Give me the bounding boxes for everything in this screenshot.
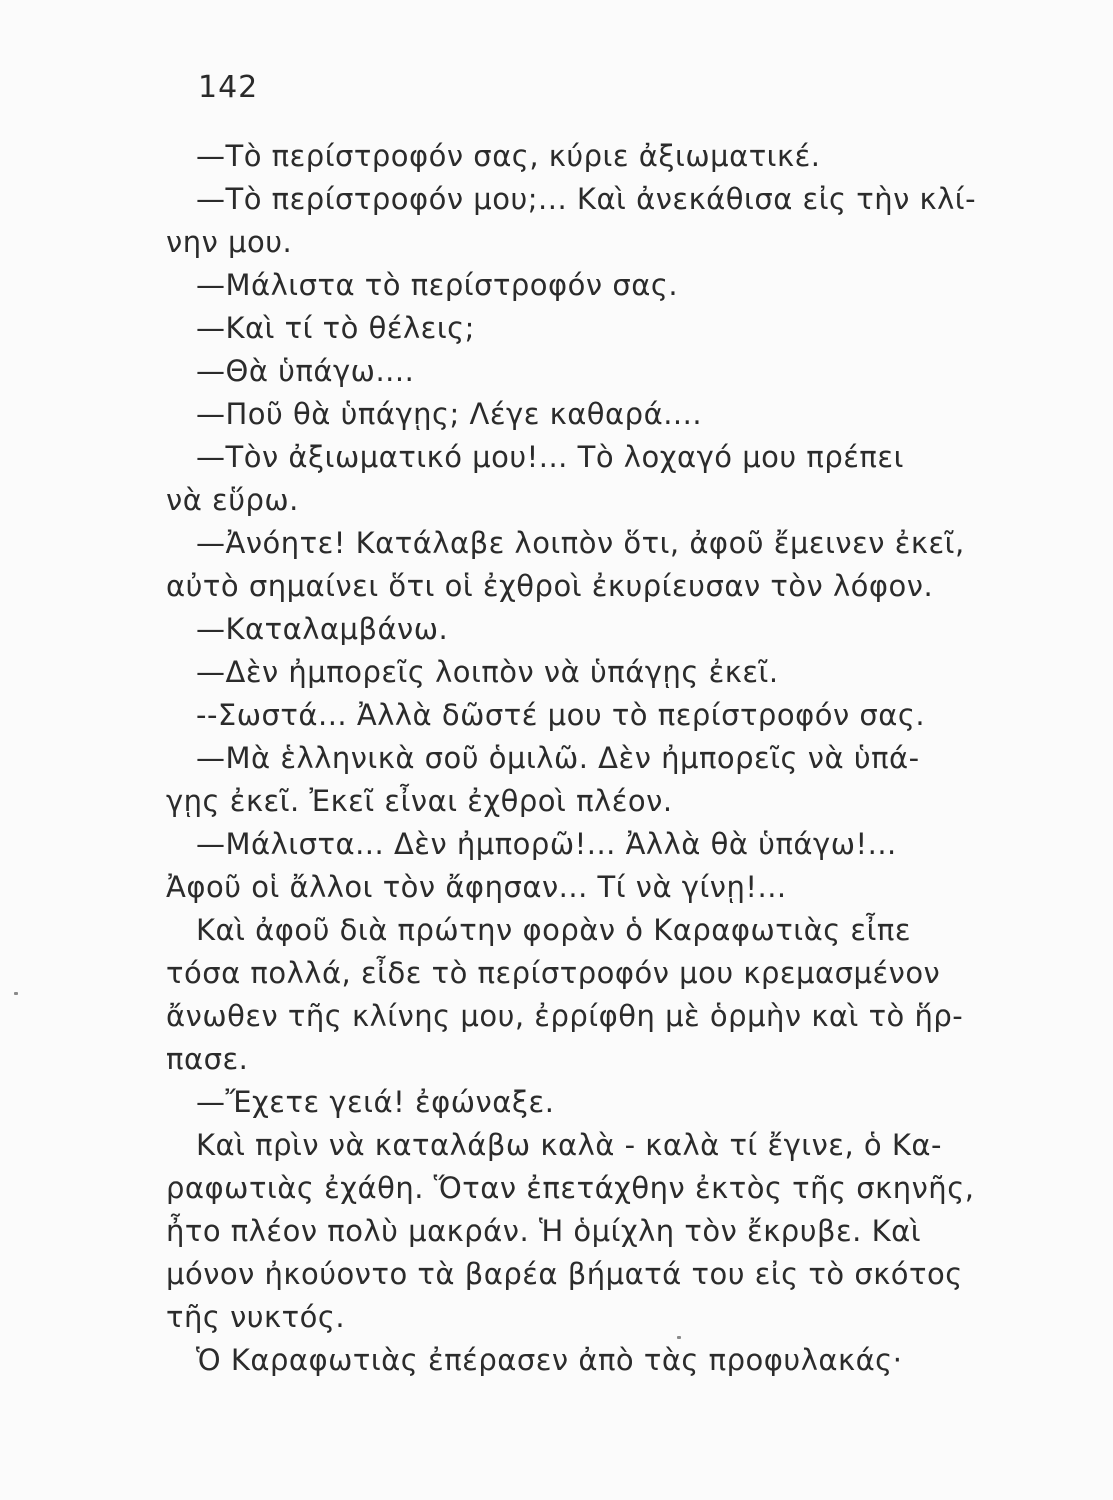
text-line: —Ἔχετε γειά! ἐφώναξε. (196, 1085, 555, 1119)
text-line: —Τὸν ἀξιωματικό μου!... Τὸ λοχαγό μου πρέπει (196, 440, 904, 474)
text-line: —Δὲν ἠμπορεῖς λοιπὸν νὰ ὑπάγῃς ἐκεῖ. (196, 655, 779, 689)
text-line: Καὶ ἀφοῦ διὰ πρώτην φορὰν ὁ Καραφωτιὰς εἶπε (196, 913, 912, 947)
text-line: —Καταλαμβάνω. (196, 612, 449, 646)
text-line: —Ποῦ θὰ ὑπάγῃς; Λέγε καθαρά.... (196, 397, 703, 431)
scan-speck (677, 1336, 681, 1339)
text-line: --Σωστά... Ἀλλὰ δῶστέ μου τὸ περίστροφόν σας. (196, 698, 926, 732)
text-line: νην μου. (166, 225, 293, 259)
text-line: ἄνωθεν τῆς κλίνης μου, ἐρρίφθη μὲ ὁρμὴν καὶ τὸ ἥρ- (166, 999, 964, 1033)
text-line: —Μάλιστα... Δὲν ἠμπορῶ!... Ἀλλὰ θὰ ὑπάγω!... (196, 827, 897, 861)
text-line: —Μὰ ἑλληνικὰ σοῦ ὁμιλῶ. Δὲν ἠμπορεῖς νὰ ὑπά- (196, 741, 920, 775)
text-line: ραφωτιὰς ἐχάθη. Ὅταν ἐπετάχθην ἐκτὸς τῆς σκηνῆς, (166, 1171, 975, 1205)
text-line: —Θὰ ὑπάγω.... (196, 354, 415, 388)
text-line: νὰ εὕρω. (166, 483, 299, 517)
text-line: —Καὶ τί τὸ θέλεις; (196, 311, 475, 345)
text-line: μόνον ἠκούοντο τὰ βαρέα βήματά του εἰς τὸ σκότος (166, 1257, 963, 1291)
text-line: πασε. (166, 1042, 249, 1076)
text-line: —Μάλιστα τὸ περίστροφόν σας. (196, 268, 679, 302)
page-number: 142 (198, 70, 259, 105)
text-line: τόσα πολλά, εἶδε τὸ περίστροφόν μου κρεμασμένον (166, 956, 941, 990)
body-text (166, 135, 1066, 1382)
text-line: γῃς ἐκεῖ. Ἐκεῖ εἶναι ἐχθροὶ πλέον. (166, 784, 673, 818)
text-line: Ὁ Καραφωτιὰς ἐπέρασεν ἀπὸ τὰς προφυλακάς· (196, 1343, 903, 1377)
text-line: Καὶ πρὶν νὰ καταλάβω καλὰ - καλὰ τί ἔγινε, ὁ Κα- (196, 1128, 942, 1162)
text-line: —Τὸ περίστροφόν μου;... Καὶ ἀνεκάθισα εἰς τὴν κλί- (196, 182, 977, 216)
scan-speck (14, 992, 18, 995)
text-line: —Ἀνόητε! Κατάλαβε λοιπὸν ὅτι, ἀφοῦ ἔμεινεν ἐκεῖ, (196, 526, 965, 560)
text-line: ἦτο πλέον πολὺ μακράν. Ἡ ὁμίχλη τὸν ἔκρυβε. Καὶ (166, 1214, 922, 1248)
text-line: αὐτὸ σημαίνει ὅτι οἱ ἐχθροὶ ἐκυρίευσαν τὸν λόφον. (166, 569, 934, 603)
text-line: Ἀφοῦ οἱ ἄλλοι τὸν ἄφησαν... Τί νὰ γίνῃ!... (166, 870, 787, 904)
text-line: τῆς νυκτός. (166, 1300, 346, 1334)
text-line: —Τὸ περίστροφόν σας, κύριε ἀξιωματικέ. (196, 139, 821, 173)
